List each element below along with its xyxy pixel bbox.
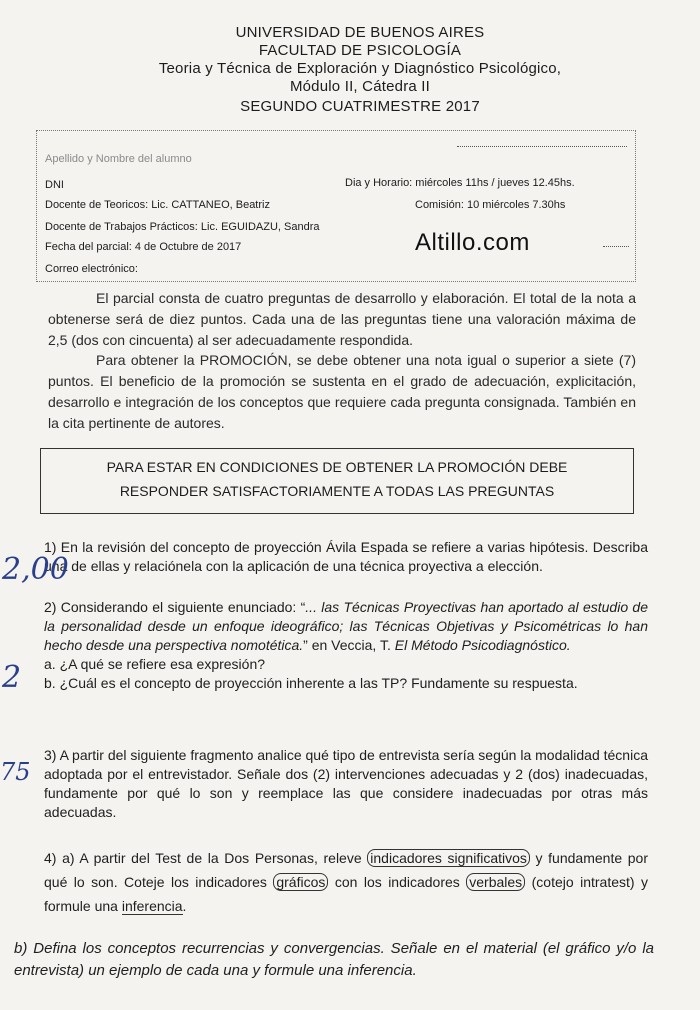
q2-book: El Método Psicodiagnóstico. bbox=[394, 637, 571, 653]
promo-line-1: PARA ESTAR EN CONDICIONES DE OBTENER LA PROMOCIÓN DEBE bbox=[106, 459, 568, 475]
course-name: Teoria y Técnica de Exploración y Diagnóstico Psicológico, bbox=[158, 60, 562, 77]
question-4a: 4) a) A partir del Test de la Dos Personas, releve indicadores significativos y fundamente por qué lo son. Coteje los indicadores gráficos con los indicadores verbales (cotejo intratest) y formule una inferencia. bbox=[44, 850, 648, 914]
student-info-box bbox=[36, 130, 636, 282]
watermark-logo: Altillo.com bbox=[415, 229, 530, 256]
faculty-name: FACULTAD DE PSICOLOGÍA bbox=[258, 42, 462, 59]
dni-label: DNI bbox=[45, 179, 64, 191]
question-2b: b. ¿Cuál es el concepto de proyección inherente a las TP? Fundamente su respuesta. bbox=[44, 675, 578, 691]
practice-teacher: Docente de Trabajos Prácticos: Lic. EGUIDAZU, Sandra bbox=[45, 221, 320, 233]
question-2: 2) Considerando el siguiente enunciado: “... las Técnicas Proyectivas han aportado al estudio de la personalidad desde un enfoque ideográfico; las Técnicas Objetivas y Psicométricas lo han hecho desde una perspectiva nomotética.” en Veccia, T. El Método Psicodiagnóstico. a. ¿A qué se refiere esa expresión? b. ¿Cuál es el concepto de proyección inherente a las TP? Fundamente su respuesta. bbox=[44, 599, 648, 691]
university-name: UNIVERSIDAD DE BUENOS AIRES bbox=[235, 24, 485, 41]
handwritten-mark-3: 75 bbox=[0, 758, 31, 786]
handwritten-mark-2: 2 bbox=[2, 660, 22, 695]
term-name: SEGUNDO CUATRIMESTRE 2017 bbox=[240, 98, 480, 115]
student-name-label: Apellido y Nombre del alumno bbox=[45, 153, 192, 165]
circled-indicadores: indicadores significativos bbox=[367, 849, 530, 867]
schedule: Dia y Horario: miércoles 11hs / jueves 12.45hs. bbox=[345, 177, 575, 189]
question-1: 1) En la revisión del concepto de proyección Ávila Espada se refiere a varias hipótesis. Describa una de ellas y relaciónela con la aplicación de una técnica proyectiva a elección. bbox=[44, 539, 648, 574]
intro-paragraph-2: Para obtener la PROMOCIÓN, se debe obtener una nota igual o superior a siete (7) puntos. El beneficio de la promoción se sustenta en el grado de adecuación, explicitación, desarrollo e integración de los conceptos que requiere cada pregunta consignada. También en la cita pertinente de autores. bbox=[48, 352, 636, 431]
circled-graficos: gráficos bbox=[273, 873, 328, 891]
question-3: 3) A partir del siguiente fragmento analice qué tipo de entrevista sería según la modalidad técnica adoptada por el entrevistador. Señale dos (2) intervenciones adecuadas y 2 (dos) inadecuadas, fundamente por qué lo son y reemplace las que considere inadecuadas por otras más adecuadas. bbox=[44, 747, 648, 820]
email-label: Correo electrónico: bbox=[45, 263, 138, 275]
handwritten-mark-1: 2,00 bbox=[2, 552, 69, 587]
exam-header bbox=[110, 24, 610, 116]
exam-date: Fecha del parcial: 4 de Octubre de 2017 bbox=[45, 241, 242, 253]
intro-paragraph-1: El parcial consta de cuatro preguntas de desarrollo y elaboración. El total de la nota a obtenerse será de diez puntos. Cada una de las preguntas tiene una valoración máxima de 2,5 (dos con cincuenta) al ser adecuadamente respondida. bbox=[48, 290, 636, 348]
circled-verbales: verbales bbox=[466, 873, 525, 891]
question-2a: a. ¿A qué se refiere esa expresión? bbox=[44, 656, 266, 672]
question-4b: b) Defina los conceptos recurrencias y convergencias. Señale en el material (el gráfico y/o la entrevista) un ejemplo de cada una y formule una inferencia. bbox=[14, 940, 654, 979]
promo-line-2: RESPONDER SATISFACTORIAMENTE A TODAS LAS PREGUNTAS bbox=[119, 483, 555, 499]
email-line bbox=[603, 245, 629, 247]
name-line bbox=[457, 145, 627, 147]
underlined-inferencia: inferencia bbox=[121, 898, 183, 914]
q2-quote: ... las Técnicas Proyectivas han aportado al estudio de la personalidad desde un enfoque ideográfico; las Técnicas Objetivas y Psicométricas lo han hecho desde una perspectiva nomotética. bbox=[44, 599, 648, 653]
module-name: Módulo II, Cátedra II bbox=[289, 78, 431, 95]
theory-teacher: Docente de Teoricos: Lic. CATTANEO, Beatriz bbox=[45, 199, 270, 211]
promotion-notice-box bbox=[40, 448, 634, 514]
commission: Comisión: 10 miércoles 7.30hs bbox=[415, 199, 566, 211]
